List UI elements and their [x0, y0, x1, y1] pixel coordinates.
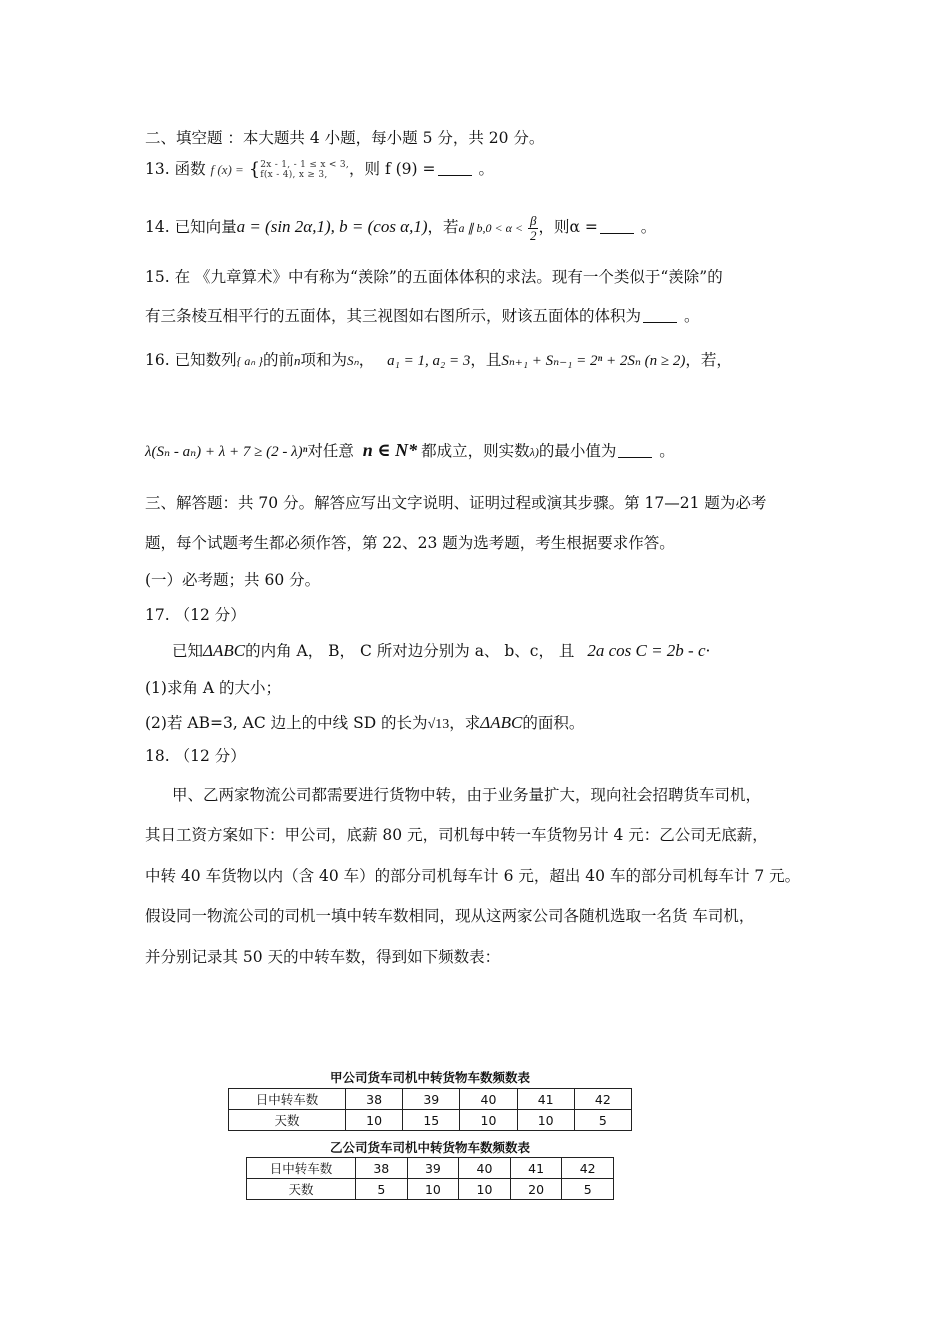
- q17-triangle2: ΔABC: [480, 713, 523, 732]
- table-cell: 10: [460, 1110, 517, 1131]
- table-cell: 5: [562, 1179, 614, 1200]
- question-14: [145, 210, 656, 244]
- table-cell: 10: [346, 1110, 403, 1131]
- q16-sn: Sₙ: [347, 353, 359, 368]
- q17-sub2: [145, 710, 584, 736]
- table-cell: 38: [356, 1158, 408, 1179]
- q16-p4: ，: [358, 351, 375, 369]
- table-cell: 10: [459, 1179, 511, 1200]
- q17-dot: ·: [705, 642, 711, 660]
- q17-sub2-mid: ，求: [449, 714, 481, 732]
- q16-line2: [145, 435, 675, 465]
- q18-line5: 并分别记录其 50 天的中转车数，得到如下频数表：: [145, 948, 501, 966]
- table-b-title: 乙公司货车司机中转货物车数频数表: [329, 1140, 530, 1155]
- q16-relation: Sₙ₊₁ + Sₙ₋₁ = 2ⁿ + 2Sₙ (n ≥ 2): [501, 353, 686, 369]
- q14-cond-pre: ，若: [427, 218, 459, 236]
- q15-end: 。: [683, 307, 700, 325]
- q15-line2-text: 有三条棱互相平行的五面体，其三视图如右图所示，财该五面体的体积为: [145, 307, 642, 325]
- q17-sub2-end: 的面积。: [522, 714, 585, 732]
- q14-vectors: a = (sin 2α,1), b = (cos α,1): [236, 217, 428, 236]
- table-row: [247, 1179, 614, 1200]
- table-cell: 10: [407, 1179, 459, 1200]
- q17-sub1: (1)求角 A 的大小；: [145, 679, 282, 697]
- q13-prefix: 13. 函数: [145, 160, 206, 178]
- q14-frac-num: β: [529, 212, 537, 228]
- q13-piecewise: [260, 160, 349, 180]
- q16-end: 。: [659, 442, 675, 460]
- q14-fraction: [528, 214, 538, 243]
- q13-answer-blank: [438, 161, 472, 176]
- q17-sqrt: √13: [427, 717, 450, 732]
- q17-triangle: ΔABC: [203, 641, 246, 660]
- q16-answer-blank: [618, 443, 652, 458]
- q17-head: 17. （12 分）: [145, 606, 246, 624]
- table-cell: 40: [459, 1158, 511, 1179]
- q18-line4: 假设同一物流公司的司机一填中转车数相同，现从这两家公司各随机选取一名货 车司机，: [145, 907, 755, 925]
- table-cell: 41: [510, 1158, 562, 1179]
- q15-line2: [145, 305, 699, 327]
- q13-end: 。: [478, 160, 494, 178]
- table-a-row1-label: 日中转车数: [229, 1089, 346, 1110]
- section3-line1: 三、解答题：共 70 分。解答应写出文字说明、证明过程或演其步骤。第 17—21 题为必考: [145, 494, 767, 512]
- table-a: [228, 1088, 632, 1131]
- q14-end: 。: [640, 218, 657, 236]
- q16-inequality: λ(Sₙ - aₙ) + λ + 7 ≥ (2 - λ)ⁿ: [145, 444, 308, 460]
- q16-p2: 的前: [262, 351, 294, 369]
- q17-stem-mid: 的内角 A， B， C 所对边分别为 a、 b、c， 且: [245, 642, 575, 660]
- q17-equation: 2a cos C = 2b - c: [587, 641, 706, 660]
- table-b-row1-label: 日中转车数: [247, 1158, 356, 1179]
- table-cell: 39: [407, 1158, 459, 1179]
- q16-p8: 都成立，则实数: [421, 442, 530, 460]
- q16-seq: { aₙ }: [236, 354, 263, 368]
- q16-p3: 项和为: [300, 351, 347, 369]
- q18-line2: 其日工资方案如下：甲公司，底薪 80 元，司机每中转一车货物另计 4 元：乙公司无底薪，: [145, 826, 768, 844]
- q13-func-name: f (x) =: [210, 162, 244, 177]
- table-cell: 41: [517, 1089, 574, 1110]
- q13-piece1: 2x - 1, - 1 ≤ x < 3,: [260, 160, 350, 170]
- table-cell: 42: [574, 1089, 631, 1110]
- q16-p9: 的最小值为: [538, 442, 617, 460]
- q14-frac-den: 2: [529, 227, 537, 243]
- table-cell: 40: [460, 1089, 517, 1110]
- q15-answer-blank: [643, 308, 677, 323]
- section2-heading: 二、填空题 ：本大题共 4 小题，每小题 5 分，共 20 分。: [145, 129, 545, 147]
- q16-lambda: λ): [529, 445, 539, 459]
- q16-p5: ，且: [470, 351, 502, 369]
- table-cell: 42: [562, 1158, 614, 1179]
- table-cell: 5: [356, 1179, 408, 1200]
- q13-piece2: f(x - 4), x ≥ 3,: [260, 170, 328, 180]
- q17-stem-pre: 已知: [172, 642, 204, 660]
- q16-forall: n ∈ N*: [362, 440, 418, 460]
- q14-prefix: 14. 已知向量: [145, 218, 237, 236]
- table-cell: 39: [403, 1089, 460, 1110]
- section3-part1: (一）必考题；共 60 分。: [145, 571, 321, 589]
- table-cell: 5: [574, 1110, 631, 1131]
- q18-head: 18. （12 分）: [145, 747, 246, 765]
- q14-answer-blank: [600, 219, 634, 234]
- q16-p6: ，若，: [685, 351, 732, 369]
- q16-n: n: [293, 353, 301, 368]
- section3-line2: 题，每个试题考生都必须作答，第 22、23 题为选考题，考生根据要求作答。: [145, 534, 675, 552]
- table-b-row2-label: 天数: [247, 1179, 356, 1200]
- q16-p7: 对任意: [307, 442, 354, 460]
- q18-line3: 中转 40 车货物以内（含 40 车）的部分司机每车计 6 元，超出 40 车的部分司机每车计 7 元。: [145, 867, 801, 885]
- table-row: [229, 1089, 632, 1110]
- q16-init: a₁ = 1, a₂ = 3: [387, 353, 471, 369]
- table-cell: 20: [510, 1179, 562, 1200]
- q15-line1: 15. 在 《九章算术》中有称为“羡除”的五面体体积的求法。现有一个类似于“羡除”的: [145, 268, 723, 286]
- table-b: [246, 1157, 614, 1200]
- q14-cond: a ∥ b,0 < α <: [458, 221, 524, 235]
- q13-suffix: ，则 f (9) =: [349, 160, 436, 178]
- table-cell: 38: [346, 1089, 403, 1110]
- question-13: 13. 函数 f (x) = { 2x - 1, - 1 ≤ x < 3, f(x - 4), x ≥ 3, ，则 f (9) = 。: [145, 159, 494, 180]
- table-cell: 10: [517, 1110, 574, 1131]
- q14-suffix: ，则α =: [538, 218, 598, 236]
- table-a-row2-label: 天数: [229, 1110, 346, 1131]
- q16-p1: 16. 已知数列: [145, 351, 237, 369]
- table-cell: 15: [403, 1110, 460, 1131]
- table-a-title: 甲公司货车司机中转货物车数频数表: [329, 1070, 530, 1085]
- q16-line1: [145, 345, 732, 375]
- table-row: [229, 1110, 632, 1131]
- q18-line1: 甲、乙两家物流公司都需要进行货物中转，由于业务量扩大，现向社会招聘货车司机，: [172, 786, 762, 804]
- q17-sub2-pre: (2)若 AB=3, AC 边上的中线 SD 的长为: [145, 714, 428, 732]
- q17-stem: [172, 638, 710, 664]
- table-row: [247, 1158, 614, 1179]
